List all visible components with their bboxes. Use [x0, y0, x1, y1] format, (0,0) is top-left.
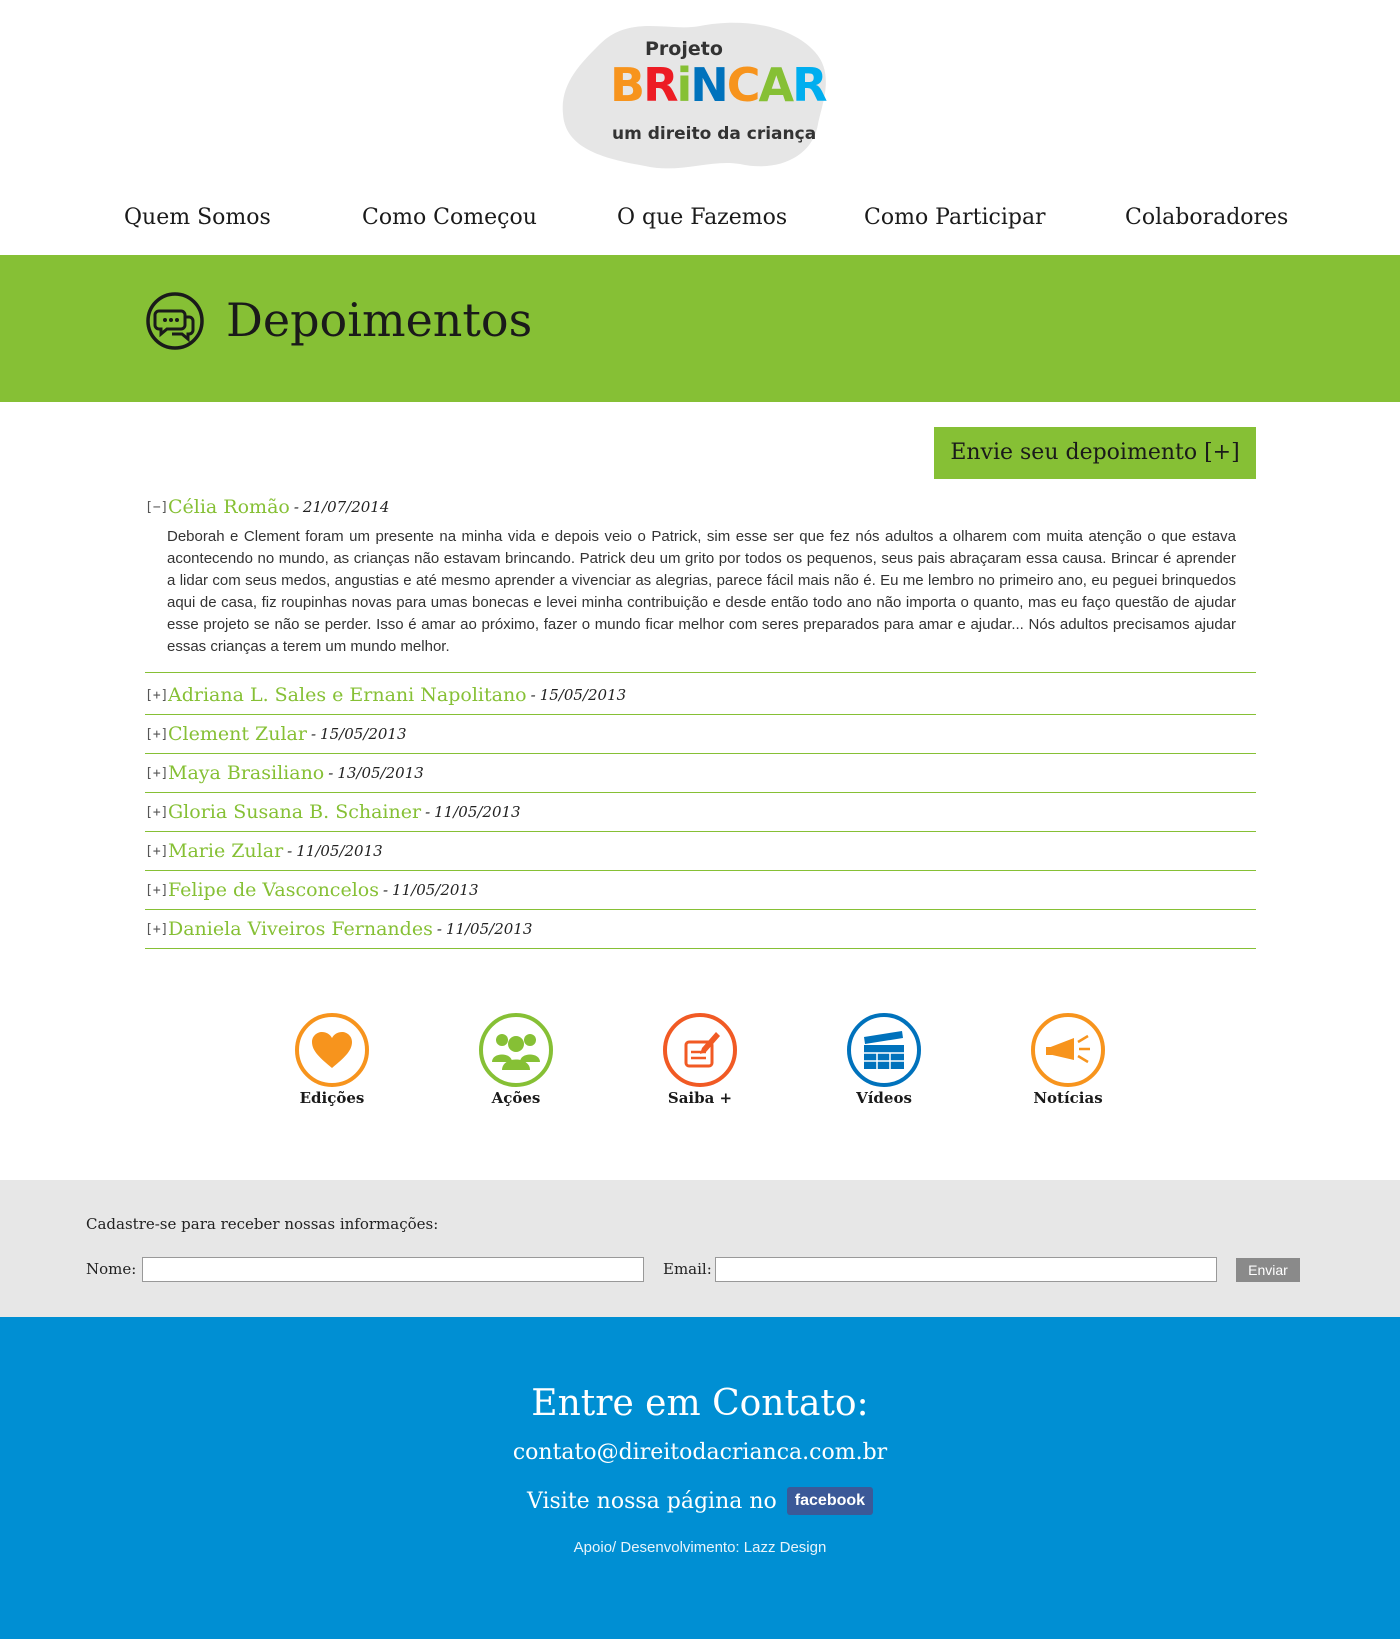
footer-credit: Apoio/ Desenvolvimento: Lazz Design	[573, 1539, 827, 1556]
testimonial-header[interactable]	[145, 871, 1256, 909]
expand-toggle[interactable]: [+]	[145, 921, 169, 937]
collapse-toggle[interactable]: [−]	[145, 499, 169, 515]
logo-letter: C	[726, 58, 759, 112]
testimonial-date-sep: -	[530, 686, 536, 704]
testimonial-header[interactable]	[145, 715, 1256, 753]
testimonial-date: 11/05/2013	[296, 842, 383, 860]
facebook-row	[0, 1487, 1400, 1515]
newsletter-form	[0, 1180, 1400, 1317]
testimonial-date-sep: -	[436, 920, 442, 938]
nav-item-quem-somos[interactable]: Quem Somos	[124, 205, 271, 230]
divider	[145, 948, 1256, 949]
quick-link-label: Ações	[491, 1089, 541, 1107]
testimonial-header[interactable]	[145, 676, 1256, 714]
megaphone-icon	[1031, 1013, 1105, 1087]
divider	[145, 672, 1256, 673]
page-banner	[0, 255, 1400, 402]
page-title: Depoimentos	[226, 293, 533, 347]
facebook-text: Visite nossa página no	[526, 1488, 777, 1514]
testimonial-date-sep: -	[382, 881, 389, 899]
quick-link-label: Notícias	[1033, 1089, 1103, 1107]
quick-link-edicoes[interactable]	[272, 1013, 392, 1107]
expand-toggle[interactable]: [+]	[145, 843, 169, 859]
expand-toggle[interactable]: [+]	[145, 726, 169, 742]
name-field[interactable]	[142, 1257, 644, 1282]
testimonial-header[interactable]	[145, 793, 1256, 831]
quick-link-noticias[interactable]	[1008, 1013, 1128, 1107]
expand-toggle[interactable]: [+]	[145, 882, 169, 898]
testimonial-author[interactable]: Clement Zular	[168, 723, 307, 745]
testimonial-author[interactable]: Felipe de Vasconcelos	[168, 879, 379, 901]
nav-item-como-participar[interactable]: Como Participar	[864, 205, 1046, 230]
testimonial-item	[145, 676, 1256, 715]
logo-letter: R	[792, 58, 826, 112]
testimonial-item	[145, 832, 1256, 871]
clapperboard-icon	[847, 1013, 921, 1087]
testimonial-author[interactable]: Daniela Viveiros Fernandes	[168, 918, 433, 940]
expand-toggle[interactable]: [+]	[145, 765, 169, 781]
main-nav	[0, 205, 1400, 249]
testimonial-date: 15/05/2013	[539, 686, 627, 704]
logo-letter: R	[643, 58, 677, 112]
testimonial-date: 21/07/2014	[302, 498, 390, 516]
testimonial-date: 13/05/2013	[337, 764, 424, 782]
testimonial-author[interactable]: Marie Zular	[168, 840, 284, 862]
email-field[interactable]	[715, 1257, 1217, 1282]
quick-link-acoes[interactable]	[456, 1013, 576, 1107]
contact-email-link[interactable]: contato@direitodacrianca.com.br	[512, 1440, 888, 1465]
testimonial-date: 11/05/2013	[434, 803, 521, 821]
logo-letter: i	[676, 58, 691, 112]
nav-item-colaboradores[interactable]: Colaboradores	[1125, 205, 1289, 230]
testimonial-author[interactable]: Célia Romão	[168, 496, 290, 518]
testimonial-header[interactable]	[145, 832, 1256, 870]
heart-icon	[295, 1013, 369, 1087]
people-icon	[479, 1013, 553, 1087]
expand-toggle[interactable]: [+]	[145, 804, 169, 820]
header	[0, 0, 1400, 255]
edit-note-icon	[663, 1013, 737, 1087]
testimonial-author[interactable]: Adriana L. Sales e Ernani Napolitano	[168, 684, 527, 706]
nav-item-como-comecou[interactable]: Como Começou	[362, 205, 537, 230]
testimonial-item	[145, 488, 1256, 673]
logo-subtitle: um direito da criança	[612, 124, 817, 144]
logo-letter: A	[758, 58, 793, 112]
nav-item-o-que-fazemos[interactable]: O que Fazemos	[617, 205, 788, 230]
testimonial-date-sep: -	[293, 498, 299, 516]
testimonial-item	[145, 715, 1256, 754]
name-label: Nome:	[86, 1260, 137, 1278]
testimonial-date: 15/05/2013	[320, 725, 407, 743]
logo-letter: B	[610, 58, 644, 112]
chat-bubbles-icon	[145, 291, 205, 351]
testimonial-item	[145, 754, 1256, 793]
submit-button[interactable]: Enviar	[1236, 1258, 1300, 1282]
testimonial-author[interactable]: Maya Brasiliano	[168, 762, 325, 784]
testimonial-date: 11/05/2013	[445, 920, 533, 938]
facebook-badge[interactable]: facebook	[787, 1487, 873, 1515]
testimonial-text: Deborah e Clement foram um presente na minha vida e depois veio o Patrick, sim esse ser que fez nós adultos a olharem com muita atenção o que estava acontecendo no mundo, as crianças não estavam brincando. Patrick deu um grito por todos os pequenos, seus pais abraçaram essa causa. Brincar é aprender a lidar com seus medos, angustias e até mesmo aprender a vivenciar as alegrias, parece fácil mais não é. Eu me lembro no primeiro ano, eu peguei brinquedos aqui de casa, fiz roupinhas novas para umas bonecas e levei minha contribuição e desde então todo ano não importa o quanto, mas eu faço questão de ajudar esse projeto se não se perder. Isso é amar ao próximo, fazer o mundo ficar melhor com seres preparados para amar e ajudar... Nós adultos precisamos ajudar essas crianças a terem um mundo melhor.	[167, 528, 1236, 655]
email-label: Email:	[663, 1260, 712, 1278]
testimonial-header[interactable]	[145, 488, 1256, 526]
site-logo[interactable]	[560, 14, 830, 174]
quick-link-videos[interactable]	[824, 1013, 944, 1107]
testimonial-item	[145, 910, 1256, 949]
footer-title: Entre em Contato:	[531, 1383, 869, 1424]
testimonial-author[interactable]: Gloria Susana B. Schainer	[168, 801, 422, 823]
quick-link-label: Vídeos	[856, 1089, 912, 1107]
send-testimonial-button[interactable]: Envie seu depoimento [+]	[934, 427, 1256, 479]
testimonial-item	[145, 793, 1256, 832]
newsletter-title: Cadastre-se para receber nossas informações:	[86, 1215, 439, 1233]
expand-toggle[interactable]: [+]	[145, 687, 169, 703]
testimonial-date-sep: -	[287, 842, 293, 860]
logo-brand-text	[610, 58, 826, 112]
testimonial-date: 11/05/2013	[392, 881, 479, 899]
quick-links	[0, 1013, 1400, 1123]
quick-link-label: Saiba +	[667, 1089, 733, 1107]
quick-link-saiba[interactable]	[640, 1013, 760, 1107]
testimonial-date-sep: -	[425, 803, 431, 821]
logo-letter: N	[690, 58, 727, 112]
logo-projeto-text: Projeto	[645, 38, 723, 60]
testimonial-header[interactable]	[145, 754, 1256, 792]
footer	[0, 1317, 1400, 1639]
testimonial-item	[145, 871, 1256, 910]
quick-link-label: Edições	[299, 1089, 365, 1107]
testimonial-header[interactable]	[145, 910, 1256, 948]
testimonial-date-sep: -	[310, 725, 317, 743]
testimonial-date-sep: -	[328, 764, 334, 782]
